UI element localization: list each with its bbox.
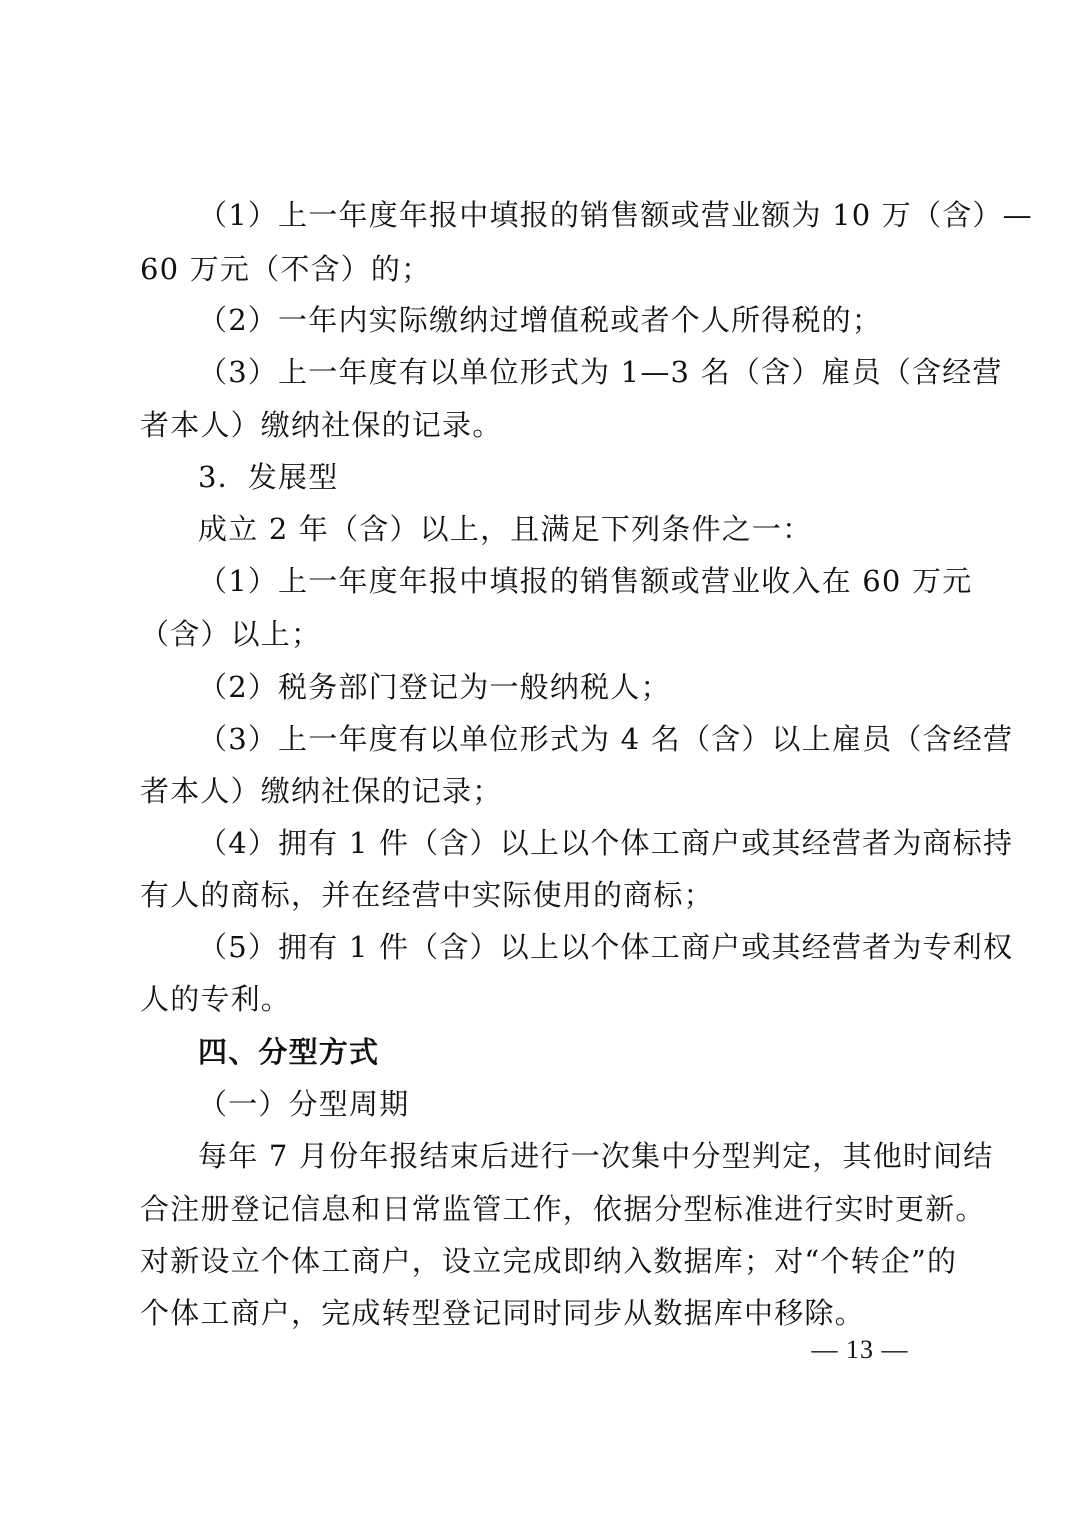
paragraph-line: 人的专利。 bbox=[140, 982, 292, 1016]
page-number: — 13 — bbox=[811, 1335, 909, 1364]
paragraph-line: （4）拥有 1 件（含）以上以个体工商户或其经营者为商标持 bbox=[198, 826, 1014, 860]
paragraph-line: （3）上一年度有以单位形式为 1—3 名（含）雇员（含经营 bbox=[198, 355, 1003, 389]
paragraph-line: 者本人）缴纳社保的记录。 bbox=[140, 408, 503, 442]
paragraph-line: 成立 2 年（含）以上，且满足下列条件之一： bbox=[198, 512, 813, 546]
paragraph-line: （1）上一年度年报中填报的销售额或营业额为 10 万（含）— bbox=[198, 198, 1033, 232]
paragraph-line: （5）拥有 1 件（含）以上以个体工商户或其经营者为专利权 bbox=[198, 930, 1014, 964]
paragraph-line: （2）一年内实际缴纳过增值税或者个人所得税的； bbox=[198, 303, 883, 337]
paragraph-line: （3）上一年度有以单位形式为 4 名（含）以上雇员（含经营 bbox=[198, 722, 1014, 756]
paragraph-line: 对新设立个体工商户，设立完成即纳入数据库；对“个转企”的 bbox=[140, 1244, 958, 1278]
paragraph-line: 有人的商标，并在经营中实际使用的商标； bbox=[140, 878, 714, 912]
paragraph-line: 个体工商户，完成转型登记同时同步从数据库中移除。 bbox=[140, 1296, 865, 1330]
paragraph-line: 者本人）缴纳社保的记录； bbox=[140, 774, 503, 808]
section-heading: 四、分型方式 bbox=[198, 1035, 380, 1069]
subsection-heading: （一）分型周期 bbox=[198, 1087, 410, 1121]
paragraph-line: （1）上一年度年报中填报的销售额或营业收入在 60 万元 bbox=[198, 564, 973, 598]
paragraph-line: 60 万元（不含）的； bbox=[140, 252, 432, 286]
paragraph-line: 每年 7 月份年报结束后进行一次集中分型判定，其他时间结 bbox=[198, 1139, 994, 1173]
paragraph-line: （含）以上； bbox=[140, 617, 322, 651]
section-subtitle: 3．发展型 bbox=[198, 460, 339, 494]
paragraph-line: 合注册登记信息和日常监管工作，依据分型标准进行实时更新。 bbox=[140, 1192, 986, 1226]
paragraph-line: （2）税务部门登记为一般纳税人； bbox=[198, 670, 671, 704]
